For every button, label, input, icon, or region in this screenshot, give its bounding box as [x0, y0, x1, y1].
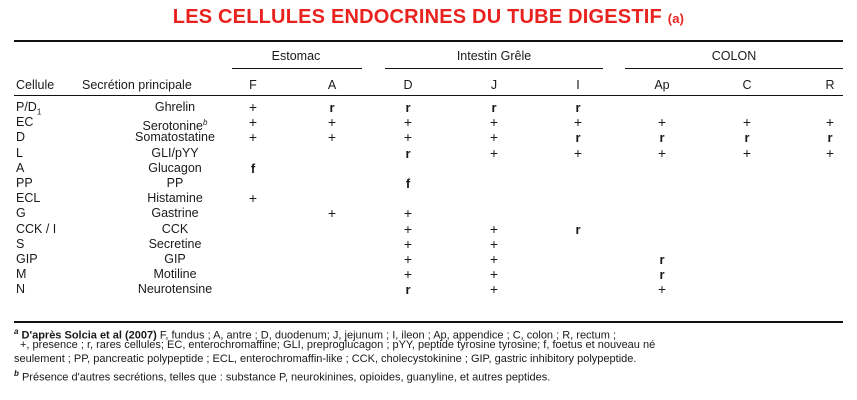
presence-mark: +	[657, 281, 667, 298]
cell-type-label: N	[16, 282, 26, 297]
secretion-label: Ghrelin	[154, 100, 196, 114]
secretion-label: Somatostatine	[135, 130, 215, 145]
cell-type-label: GIP	[16, 252, 38, 266]
footnote-b-text: Présence d'autres secrétions, telles que : substance P, neurokinines, opioides, guanyline, et autres peptides.	[21, 371, 551, 384]
cell-type-label: G	[16, 206, 26, 221]
secretion	[110, 130, 240, 145]
cell-type-label: PP	[16, 176, 33, 190]
page-title	[0, 6, 857, 29]
presence-mark: +	[489, 281, 499, 298]
presence-mark: r	[491, 100, 497, 115]
presence-mark: r	[659, 267, 665, 283]
group-line-estomac	[232, 68, 362, 69]
cell-type	[16, 252, 38, 267]
presence-mark: +	[489, 220, 499, 237]
presence-mark: r	[405, 145, 411, 161]
footnote-b-marker: b	[14, 369, 19, 378]
presence-mark: +	[403, 129, 413, 146]
secretion	[110, 191, 240, 206]
secretion	[110, 267, 240, 282]
col-header-d: D	[403, 78, 413, 92]
group-line-colon	[625, 68, 843, 69]
cell-type-subscript: 1	[36, 107, 42, 117]
secretion	[110, 222, 240, 237]
presence-mark: +	[327, 114, 337, 131]
secretion	[110, 176, 240, 191]
cell-type-label: ECL	[16, 191, 41, 206]
presence-mark: +	[403, 235, 413, 252]
presence-mark: +	[403, 266, 413, 283]
secretion	[110, 252, 240, 267]
cell-type	[16, 191, 40, 206]
col-header-a: A	[327, 78, 337, 92]
presence-mark: +	[327, 129, 337, 146]
presence-mark: r	[744, 130, 750, 146]
secretion-label: Gastrine	[151, 206, 199, 221]
secretion-label: PP	[166, 176, 184, 190]
cell-type	[16, 206, 26, 221]
cell-type	[16, 237, 24, 252]
presence-mark: r	[405, 282, 411, 298]
secretion-label: Histamine	[147, 191, 203, 206]
presence-mark: +	[489, 144, 499, 161]
cell-type-label: P/D	[16, 100, 37, 114]
footnote-a-text3: seulement ; PP, pancreatic polypeptide ; ECL, enterochromaffin-like ; CCK, cholecystokinine ; GIP, gastric inhibitory polypeptide.	[14, 353, 637, 365]
presence-mark: +	[742, 114, 752, 131]
presence-mark: +	[248, 129, 258, 146]
cell-type	[16, 282, 25, 297]
col-header-cellule: Cellule	[16, 78, 55, 92]
presence-mark: +	[657, 144, 667, 161]
presence-mark: r	[329, 100, 335, 115]
presence-mark: +	[489, 251, 499, 267]
secretion	[110, 161, 240, 176]
presence-mark: +	[248, 190, 258, 207]
secretion-label: GLI/pYY	[151, 145, 199, 160]
secretion-label: Secretine	[148, 236, 202, 251]
presence-mark: f	[250, 160, 256, 176]
cell-type-label: M	[16, 267, 27, 282]
cell-type-label: L	[16, 145, 23, 160]
group-header-estomac: Estomac	[271, 49, 321, 63]
secretion-label: Glucagon	[148, 160, 202, 175]
presence-mark: +	[403, 205, 413, 222]
presence-mark: +	[489, 114, 499, 131]
presence-mark: f	[405, 176, 411, 191]
col-header-i: I	[576, 78, 580, 92]
cell-type-label: EC	[16, 115, 34, 130]
secretion-label: GIP	[164, 252, 186, 266]
secretion	[110, 237, 240, 252]
secretion	[110, 206, 240, 221]
col-header-j: J	[490, 78, 498, 92]
secretion-label: Serotonine	[142, 119, 203, 134]
footnote-a-text1: F, fundus ; A, antre ; D, duodenum; J, jejunum ; I, ileon ; Ap, appendice ; C, colon ; R, rectum ;	[159, 329, 617, 342]
cell-type-label: S	[16, 236, 25, 251]
title-suffix: (a)	[667, 11, 685, 26]
col-header-f: F	[249, 78, 257, 92]
presence-mark: +	[248, 114, 258, 131]
cell-type	[16, 222, 56, 237]
presence-mark: +	[403, 251, 413, 267]
presence-mark: r	[575, 221, 581, 237]
presence-mark: +	[489, 235, 499, 252]
presence-mark: +	[657, 114, 667, 131]
footnote-b-line	[14, 367, 849, 385]
presence-mark: r	[575, 100, 581, 115]
group-header-intestin: Intestin Grêle	[456, 49, 532, 63]
presence-mark: +	[573, 144, 583, 161]
cell-type	[16, 130, 25, 145]
table-top-rule	[14, 40, 843, 42]
group-header-colon: COLON	[711, 49, 757, 63]
presence-mark: +	[825, 144, 835, 161]
presence-mark: r	[575, 130, 581, 146]
footnote-a-marker: a	[14, 327, 19, 336]
header-bottom-rule	[14, 95, 843, 96]
cell-type-label: D	[16, 130, 26, 145]
presence-mark: r	[405, 100, 411, 115]
footnote-a-source: D'après Solcia et al (2007)	[21, 329, 157, 342]
footnote-a-text2: +, presence ; r, rares cellules; EC, enterochromaffine; GLI, preproglucagon ; pYY, peptide tyrosine tyrosine; f, foetus et nouveau né	[20, 339, 656, 351]
footnote-a-line3	[14, 353, 849, 366]
presence-mark: +	[825, 114, 835, 131]
footnote-a-line2	[20, 339, 855, 352]
cell-type	[16, 176, 33, 191]
presence-mark: +	[742, 144, 752, 161]
table-bottom-rule	[14, 321, 843, 323]
secretion-label: Neurotensine	[137, 282, 213, 297]
presence-mark: +	[403, 114, 413, 131]
secretion	[110, 146, 240, 161]
secretion-footnote-marker: b	[203, 118, 208, 128]
cell-type	[16, 146, 23, 161]
group-line-intestin	[385, 68, 603, 69]
presence-mark: r	[659, 252, 665, 267]
cell-type	[16, 267, 26, 282]
presence-mark: +	[573, 114, 583, 131]
presence-mark: +	[248, 99, 258, 115]
cell-type-label: A	[16, 160, 25, 175]
presence-mark: r	[659, 130, 665, 146]
col-header-ap: Ap	[654, 78, 670, 92]
presence-mark: +	[489, 129, 499, 146]
presence-mark: +	[403, 220, 413, 237]
secretion-label: Motiline	[153, 267, 197, 282]
col-header-secretion: Secrétion principale	[82, 78, 192, 92]
col-header-c: C	[742, 78, 752, 92]
presence-mark: +	[489, 266, 499, 283]
title-main: LES CELLULES ENDOCRINES DU TUBE DIGESTIF	[172, 6, 662, 28]
presence-mark: r	[827, 130, 833, 146]
cell-type	[16, 161, 24, 176]
col-header-r: R	[825, 78, 835, 92]
secretion-label: CCK	[161, 221, 189, 236]
cell-type-label: CCK / I	[16, 221, 57, 236]
cell-type	[16, 115, 33, 130]
secretion	[110, 282, 240, 297]
presence-mark: +	[327, 205, 337, 222]
secretion	[110, 100, 240, 115]
